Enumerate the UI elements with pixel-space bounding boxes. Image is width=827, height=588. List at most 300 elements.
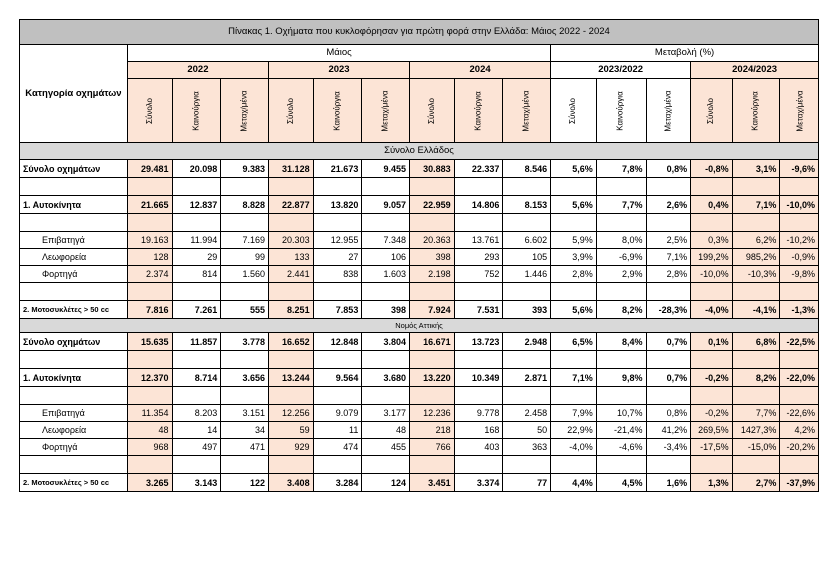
value-cell: -37,9% [780,474,819,492]
value-cell: 7,8% [596,160,646,178]
empty-cell [503,283,551,301]
value-cell: 13.244 [268,369,313,387]
spacer-row [20,456,819,474]
value-cell: 15.635 [127,333,172,351]
empty-cell [410,283,455,301]
empty-cell [20,178,128,196]
value-cell: 2,5% [646,232,691,249]
empty-cell [172,178,221,196]
row-label: 1. Αυτοκίνητα [20,196,128,214]
empty-cell [410,351,455,369]
table-row [20,439,819,456]
value-cell: -3,4% [646,439,691,456]
empty-cell [551,283,597,301]
value-cell: 3,9% [551,249,597,266]
value-cell: 59 [268,422,313,439]
value-cell: 128 [127,249,172,266]
value-cell: 20.363 [410,232,455,249]
value-cell: 9.455 [362,160,410,178]
empty-cell [646,283,691,301]
value-cell: 5,6% [551,301,597,319]
value-cell: 3.177 [362,405,410,422]
value-cell: 218 [410,422,455,439]
value-cell: 2.198 [410,266,455,283]
value-cell: 2.871 [503,369,551,387]
subcolumn-label: Μεταχ/μένα [795,90,805,132]
empty-cell [780,456,819,474]
value-cell: 7.261 [172,301,221,319]
value-cell: 9,8% [596,369,646,387]
empty-cell [780,387,819,405]
value-cell: -4,0% [691,301,732,319]
value-cell: 7,1% [732,196,780,214]
value-cell: 7,7% [732,405,780,422]
spacer-row [20,178,819,196]
value-cell: 9.383 [221,160,269,178]
value-cell: 5,6% [551,196,597,214]
subcolumn-label: Καινούργια [473,91,483,131]
value-cell: -9,6% [780,160,819,178]
value-cell: 3.778 [221,333,269,351]
subcolumn-header [172,79,221,143]
value-cell: 3.451 [410,474,455,492]
spacer-row [20,387,819,405]
empty-cell [596,351,646,369]
table-row [20,160,819,178]
value-cell: 168 [454,422,503,439]
empty-cell [732,456,780,474]
empty-cell [691,214,732,232]
value-cell: 13.220 [410,369,455,387]
value-cell: 455 [362,439,410,456]
value-cell: 41,2% [646,422,691,439]
table-row [20,249,819,266]
value-cell: 0,4% [691,196,732,214]
empty-cell [20,283,128,301]
spacer-row [20,351,819,369]
value-cell: 16.652 [268,333,313,351]
empty-cell [780,214,819,232]
value-cell: 3.656 [221,369,269,387]
value-cell: 985,2% [732,249,780,266]
value-cell: 22.337 [454,160,503,178]
empty-cell [362,456,410,474]
subcolumn-label: Σύνολο [285,98,295,124]
empty-cell [268,456,313,474]
vehicles-table [19,19,819,492]
empty-cell [646,456,691,474]
empty-cell [551,456,597,474]
value-cell: -21,4% [596,422,646,439]
value-cell: 7.169 [221,232,269,249]
value-cell: 21.673 [313,160,362,178]
table-row [20,369,819,387]
empty-cell [127,283,172,301]
value-cell: 3.284 [313,474,362,492]
value-cell: 30.883 [410,160,455,178]
subcolumn-header [410,79,455,143]
subcolumn-header [268,79,313,143]
value-cell: 4,5% [596,474,646,492]
value-cell: -4,0% [551,439,597,456]
value-cell: -10,3% [732,266,780,283]
value-cell: 34 [221,422,269,439]
category-header: Κατηγορία οχημάτων [20,45,128,143]
empty-cell [221,178,269,196]
empty-cell [362,387,410,405]
table-container [19,19,819,492]
value-cell: -22,6% [780,405,819,422]
row-label: Σύνολο οχημάτων [20,160,128,178]
value-cell: -0,8% [691,160,732,178]
value-cell: 22.877 [268,196,313,214]
value-cell: 8,4% [596,333,646,351]
subcolumn-label: Σύνολο [706,98,716,124]
value-cell: 4,4% [551,474,597,492]
empty-cell [454,283,503,301]
value-cell: 19.163 [127,232,172,249]
value-cell: -28,3% [646,301,691,319]
empty-cell [551,351,597,369]
value-cell: 398 [410,249,455,266]
value-cell: 7,1% [646,249,691,266]
value-cell: 555 [221,301,269,319]
value-cell: 124 [362,474,410,492]
value-cell: 9.778 [454,405,503,422]
value-cell: 363 [503,439,551,456]
empty-cell [691,351,732,369]
row-label: Επιβατηγά [20,232,128,249]
value-cell: 0,8% [646,160,691,178]
value-cell: 11.857 [172,333,221,351]
empty-cell [221,456,269,474]
empty-cell [313,283,362,301]
subcolumn-label: Σύνολο [144,98,154,124]
value-cell: 293 [454,249,503,266]
value-cell: 16.671 [410,333,455,351]
value-cell: -9,8% [780,266,819,283]
value-cell: 1,3% [691,474,732,492]
value-cell: -6,9% [596,249,646,266]
empty-cell [172,214,221,232]
subcolumn-header [596,79,646,143]
value-cell: -22,5% [780,333,819,351]
empty-cell [691,178,732,196]
value-cell: 929 [268,439,313,456]
value-cell: 6,2% [732,232,780,249]
value-cell: 20.098 [172,160,221,178]
value-cell: 393 [503,301,551,319]
value-cell: 8.251 [268,301,313,319]
value-cell: 11 [313,422,362,439]
empty-cell [313,387,362,405]
value-cell: 199,2% [691,249,732,266]
value-cell: 2,9% [596,266,646,283]
value-cell: -0,9% [780,249,819,266]
empty-cell [691,387,732,405]
subcolumn-label: Καινούργια [616,91,626,131]
value-cell: -0,2% [691,369,732,387]
value-cell: 8,0% [596,232,646,249]
value-cell: 8.714 [172,369,221,387]
empty-cell [410,456,455,474]
empty-cell [732,283,780,301]
value-cell: -1,3% [780,301,819,319]
value-cell: 2.441 [268,266,313,283]
value-cell: 3.374 [454,474,503,492]
value-cell: 9.057 [362,196,410,214]
value-cell: -4,1% [732,301,780,319]
value-cell: 766 [410,439,455,456]
section-header: Νομός Αττικής [20,319,819,333]
row-label: Λεωφορεία [20,249,128,266]
subcolumn-header [221,79,269,143]
value-cell: 6.602 [503,232,551,249]
empty-cell [172,456,221,474]
subcolumn-label: Μεταχ/μένα [380,90,390,132]
empty-cell [221,283,269,301]
table-row [20,301,819,319]
empty-cell [172,351,221,369]
month-header: Μάιος [127,45,550,62]
value-cell: 29 [172,249,221,266]
empty-cell [362,178,410,196]
value-cell: 29.481 [127,160,172,178]
value-cell: 9.564 [313,369,362,387]
empty-cell [780,351,819,369]
value-cell: 14 [172,422,221,439]
empty-cell [596,178,646,196]
row-label: Φορτηγά [20,439,128,456]
value-cell: 21.665 [127,196,172,214]
empty-cell [313,214,362,232]
value-cell: 269,5% [691,422,732,439]
empty-cell [551,387,597,405]
subcolumn-label: Καινούργια [751,91,761,131]
empty-cell [410,214,455,232]
empty-cell [732,178,780,196]
table-row [20,196,819,214]
empty-cell [551,178,597,196]
year-header-2022: 2022 [127,62,268,79]
change-period-2023-2022: 2023/2022 [551,62,691,79]
subcolumn-label: Καινούργια [332,91,342,131]
value-cell: 403 [454,439,503,456]
value-cell: 8.546 [503,160,551,178]
value-cell: -10,0% [691,266,732,283]
empty-cell [313,351,362,369]
value-cell: 1.446 [503,266,551,283]
value-cell: 1,6% [646,474,691,492]
empty-cell [362,351,410,369]
empty-cell [20,351,128,369]
value-cell: 5,6% [551,160,597,178]
empty-cell [454,351,503,369]
value-cell: 471 [221,439,269,456]
value-cell: 7.348 [362,232,410,249]
value-cell: 814 [172,266,221,283]
value-cell: 8.828 [221,196,269,214]
value-cell: 20.303 [268,232,313,249]
value-cell: 11.354 [127,405,172,422]
empty-cell [454,214,503,232]
value-cell: 4,2% [780,422,819,439]
value-cell: 10,7% [596,405,646,422]
value-cell: 752 [454,266,503,283]
subcolumn-header [313,79,362,143]
value-cell: 122 [221,474,269,492]
table-row [20,266,819,283]
value-cell: 99 [221,249,269,266]
subcolumn-label: Μεταχ/μένα [239,90,249,132]
value-cell: 2.458 [503,405,551,422]
empty-cell [313,178,362,196]
empty-cell [313,456,362,474]
subcolumn-header [454,79,503,143]
empty-cell [454,387,503,405]
empty-cell [20,456,128,474]
value-cell: 2,8% [551,266,597,283]
value-cell: -10,0% [780,196,819,214]
value-cell: 2,6% [646,196,691,214]
value-cell: 0,7% [646,369,691,387]
empty-cell [221,214,269,232]
value-cell: 9.079 [313,405,362,422]
empty-cell [172,387,221,405]
empty-cell [646,351,691,369]
empty-cell [362,214,410,232]
value-cell: 12.236 [410,405,455,422]
empty-cell [20,387,128,405]
empty-cell [221,351,269,369]
value-cell: 1.560 [221,266,269,283]
value-cell: 77 [503,474,551,492]
value-cell: 27 [313,249,362,266]
spacer-row [20,283,819,301]
value-cell: 7.531 [454,301,503,319]
row-label: Φορτηγά [20,266,128,283]
value-cell: 48 [362,422,410,439]
empty-cell [596,283,646,301]
empty-cell [596,387,646,405]
empty-cell [172,283,221,301]
value-cell: 7.853 [313,301,362,319]
empty-cell [596,214,646,232]
value-cell: 1427,3% [732,422,780,439]
value-cell: 3.680 [362,369,410,387]
value-cell: 398 [362,301,410,319]
value-cell: 3.265 [127,474,172,492]
empty-cell [646,178,691,196]
empty-cell [268,178,313,196]
subcolumn-label: Μεταχ/μένα [663,90,673,132]
value-cell: 31.128 [268,160,313,178]
empty-cell [127,351,172,369]
empty-cell [454,178,503,196]
empty-cell [268,351,313,369]
empty-cell [646,387,691,405]
value-cell: 50 [503,422,551,439]
value-cell: 8.153 [503,196,551,214]
value-cell: 13.761 [454,232,503,249]
subcolumn-header [691,79,732,143]
value-cell: 22,9% [551,422,597,439]
table-row [20,474,819,492]
subcolumn-header [732,79,780,143]
value-cell: 13.723 [454,333,503,351]
value-cell: 10.349 [454,369,503,387]
empty-cell [127,456,172,474]
value-cell: 3.151 [221,405,269,422]
value-cell: 2,7% [732,474,780,492]
value-cell: 0,3% [691,232,732,249]
empty-cell [410,387,455,405]
empty-cell [503,387,551,405]
empty-cell [503,456,551,474]
empty-cell [127,214,172,232]
empty-cell [20,214,128,232]
empty-cell [780,283,819,301]
value-cell: 8.203 [172,405,221,422]
change-header: Μεταβολή (%) [551,45,819,62]
table-row [20,405,819,422]
change-period-2024-2023: 2024/2023 [691,62,819,79]
value-cell: 1.603 [362,266,410,283]
subcolumn-header [780,79,819,143]
value-cell: 12.848 [313,333,362,351]
row-label: Επιβατηγά [20,405,128,422]
value-cell: 7,7% [596,196,646,214]
value-cell: 6,5% [551,333,597,351]
empty-cell [127,178,172,196]
empty-cell [732,351,780,369]
subcolumn-header [127,79,172,143]
value-cell: 7,1% [551,369,597,387]
value-cell: 106 [362,249,410,266]
value-cell: 5,9% [551,232,597,249]
value-cell: 838 [313,266,362,283]
value-cell: 0,7% [646,333,691,351]
subcolumn-label: Σύνολο [568,98,578,124]
row-label: 2. Μοτοσυκλέτες > 50 cc [20,301,128,319]
value-cell: 11.994 [172,232,221,249]
value-cell: 6,8% [732,333,780,351]
value-cell: 8,2% [732,369,780,387]
subcolumn-header [362,79,410,143]
value-cell: 3.143 [172,474,221,492]
value-cell: 3,1% [732,160,780,178]
empty-cell [503,214,551,232]
value-cell: 968 [127,439,172,456]
table-row [20,422,819,439]
value-cell: 2,8% [646,266,691,283]
empty-cell [596,456,646,474]
value-cell: -15,0% [732,439,780,456]
empty-cell [127,387,172,405]
empty-cell [268,283,313,301]
value-cell: 12.256 [268,405,313,422]
empty-cell [454,456,503,474]
value-cell: 105 [503,249,551,266]
empty-cell [503,178,551,196]
table-title: Πίνακας 1. Οχήματα που κυκλοφόρησαν για πρώτη φορά στην Ελλάδα: Μάιος 2022 - 2024 [20,20,819,45]
value-cell: 48 [127,422,172,439]
empty-cell [362,283,410,301]
value-cell: 133 [268,249,313,266]
subcolumn-header [646,79,691,143]
value-cell: 8,2% [596,301,646,319]
value-cell: 13.820 [313,196,362,214]
